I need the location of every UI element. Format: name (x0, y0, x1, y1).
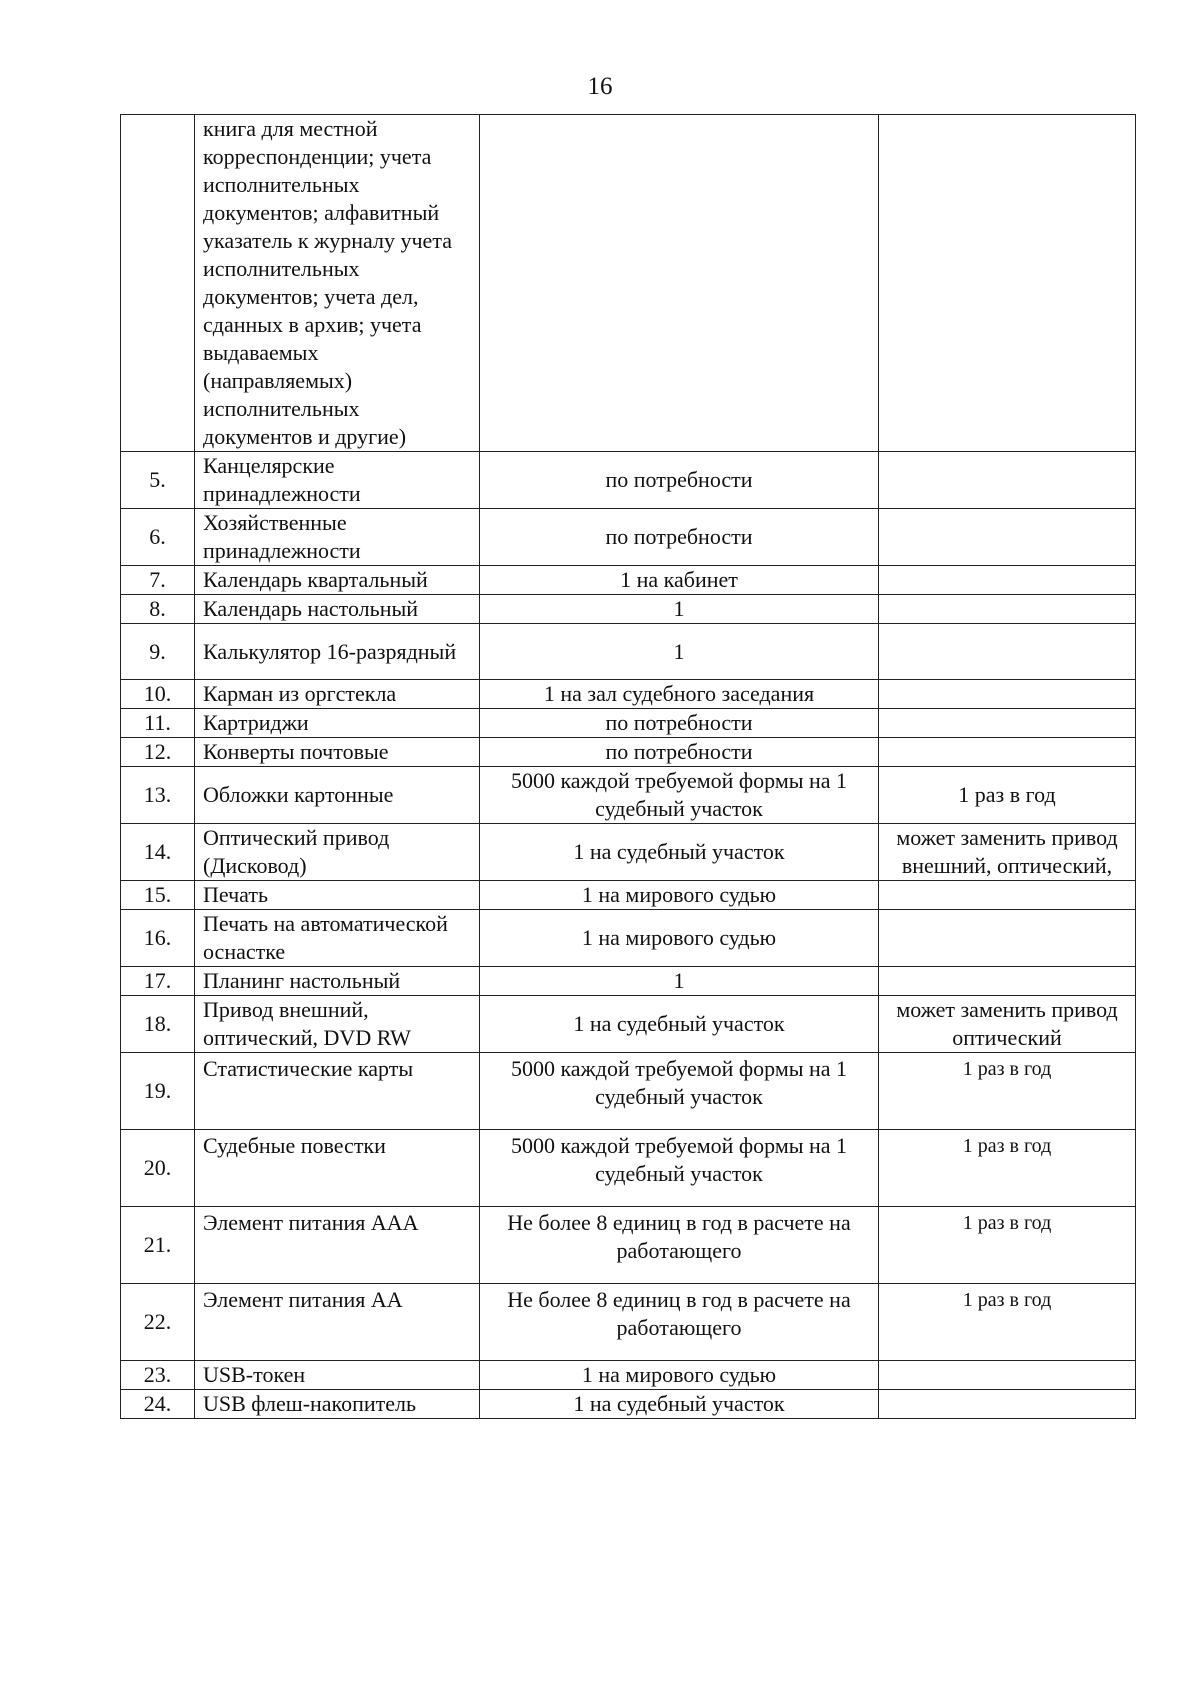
row-number: 16. (121, 910, 195, 967)
item-note (879, 910, 1136, 967)
item-norm: 5000 каждой требуемой формы на 1 судебный участок (480, 1130, 879, 1207)
item-name: Конверты почтовые (195, 738, 480, 767)
item-name: Обложки картонные (195, 767, 480, 824)
item-note (879, 1390, 1136, 1419)
row-number: 8. (121, 595, 195, 624)
supplies-table (120, 114, 1136, 1419)
table-row (121, 738, 1136, 767)
row-number: 11. (121, 709, 195, 738)
item-note: может заменить привод оптический (879, 996, 1136, 1053)
item-norm: 1 (480, 967, 879, 996)
table-row (121, 1130, 1136, 1207)
table-row (121, 1207, 1136, 1284)
item-name: Картриджи (195, 709, 480, 738)
item-norm: 5000 каждой требуемой формы на 1 судебный участок (480, 1053, 879, 1130)
row-number: 17. (121, 967, 195, 996)
item-note (879, 709, 1136, 738)
item-norm: 5000 каждой требуемой формы на 1 судебный участок (480, 767, 879, 824)
row-number: 22. (121, 1284, 195, 1361)
item-norm: 1 на судебный участок (480, 996, 879, 1053)
item-name: книга для местной корреспонденции; учета исполнительных документов; алфавитный указатель к журналу учета исполнительных документов; учета дел, сданных в архив; учета выдаваемых (направляемых) исполнительных документов и другие) (195, 115, 480, 452)
row-number: 21. (121, 1207, 195, 1284)
table-row (121, 566, 1136, 595)
item-norm: 1 на судебный участок (480, 1390, 879, 1419)
table-row (121, 115, 1136, 452)
item-note (879, 967, 1136, 996)
item-name: Судебные повестки (195, 1130, 480, 1207)
table-row (121, 910, 1136, 967)
row-number: 9. (121, 624, 195, 680)
row-number: 18. (121, 996, 195, 1053)
item-norm: по потребности (480, 709, 879, 738)
table-row (121, 1284, 1136, 1361)
item-norm: 1 на мирового судью (480, 881, 879, 910)
table-row (121, 452, 1136, 509)
item-name: Хозяйственные принадлежности (195, 509, 480, 566)
item-note: 1 раз в год (879, 1130, 1136, 1207)
item-note: может заменить привод внешний, оптический, (879, 824, 1136, 881)
table-body (121, 115, 1136, 1419)
item-name: Калькулятор 16-разрядный (195, 624, 480, 680)
page-number: 16 (587, 73, 613, 100)
item-note (879, 509, 1136, 566)
table-row (121, 996, 1136, 1053)
table-row (121, 881, 1136, 910)
item-norm (480, 115, 879, 452)
row-number: 10. (121, 680, 195, 709)
table-row (121, 680, 1136, 709)
item-norm: 1 на зал судебного заседания (480, 680, 879, 709)
item-note (879, 1361, 1136, 1390)
row-number: 5. (121, 452, 195, 509)
row-number: 7. (121, 566, 195, 595)
row-number: 15. (121, 881, 195, 910)
item-norm: по потребности (480, 452, 879, 509)
item-name: Оптический привод (Дисковод) (195, 824, 480, 881)
row-number: 23. (121, 1361, 195, 1390)
item-norm: 1 на мирового судью (480, 1361, 879, 1390)
row-number: 13. (121, 767, 195, 824)
item-name: Печать (195, 881, 480, 910)
item-norm: по потребности (480, 738, 879, 767)
item-norm: 1 на кабинет (480, 566, 879, 595)
item-norm: 1 на мирового судью (480, 910, 879, 967)
item-note: 1 раз в год (879, 767, 1136, 824)
item-norm: Не более 8 единиц в год в расчете на работающего (480, 1207, 879, 1284)
item-note (879, 881, 1136, 910)
table-row (121, 709, 1136, 738)
item-note (879, 680, 1136, 709)
row-number: 19. (121, 1053, 195, 1130)
item-note: 1 раз в год (879, 1053, 1136, 1130)
table-row (121, 1053, 1136, 1130)
item-name: Планинг настольный (195, 967, 480, 996)
item-norm: Не более 8 единиц в год в расчете на работающего (480, 1284, 879, 1361)
table-row (121, 509, 1136, 566)
item-note (879, 595, 1136, 624)
row-number: 20. (121, 1130, 195, 1207)
item-name: Элемент питания АА (195, 1284, 480, 1361)
table-row (121, 624, 1136, 680)
item-name: USB флеш-накопитель (195, 1390, 480, 1419)
row-number: 6. (121, 509, 195, 566)
item-note (879, 115, 1136, 452)
item-note (879, 624, 1136, 680)
table-row (121, 1390, 1136, 1419)
item-name: Привод внешний, оптический, DVD RW (195, 996, 480, 1053)
item-name: Карман из оргстекла (195, 680, 480, 709)
row-number: 14. (121, 824, 195, 881)
item-name: Статистические карты (195, 1053, 480, 1130)
table-row (121, 767, 1136, 824)
item-norm: 1 (480, 624, 879, 680)
item-name: Календарь настольный (195, 595, 480, 624)
item-name: USB-токен (195, 1361, 480, 1390)
item-note (879, 566, 1136, 595)
item-note (879, 738, 1136, 767)
table-row (121, 595, 1136, 624)
item-name: Календарь квартальный (195, 566, 480, 595)
item-name: Канцелярские принадлежности (195, 452, 480, 509)
row-number: 24. (121, 1390, 195, 1419)
item-note: 1 раз в год (879, 1284, 1136, 1361)
table-row (121, 1361, 1136, 1390)
item-note (879, 452, 1136, 509)
table-row (121, 824, 1136, 881)
item-norm: 1 на судебный участок (480, 824, 879, 881)
item-name: Печать на автоматической оснастке (195, 910, 480, 967)
item-norm: по потребности (480, 509, 879, 566)
table-row (121, 967, 1136, 996)
row-number (121, 115, 195, 452)
row-number: 12. (121, 738, 195, 767)
item-norm: 1 (480, 595, 879, 624)
item-note: 1 раз в год (879, 1207, 1136, 1284)
item-name: Элемент питания ААА (195, 1207, 480, 1284)
